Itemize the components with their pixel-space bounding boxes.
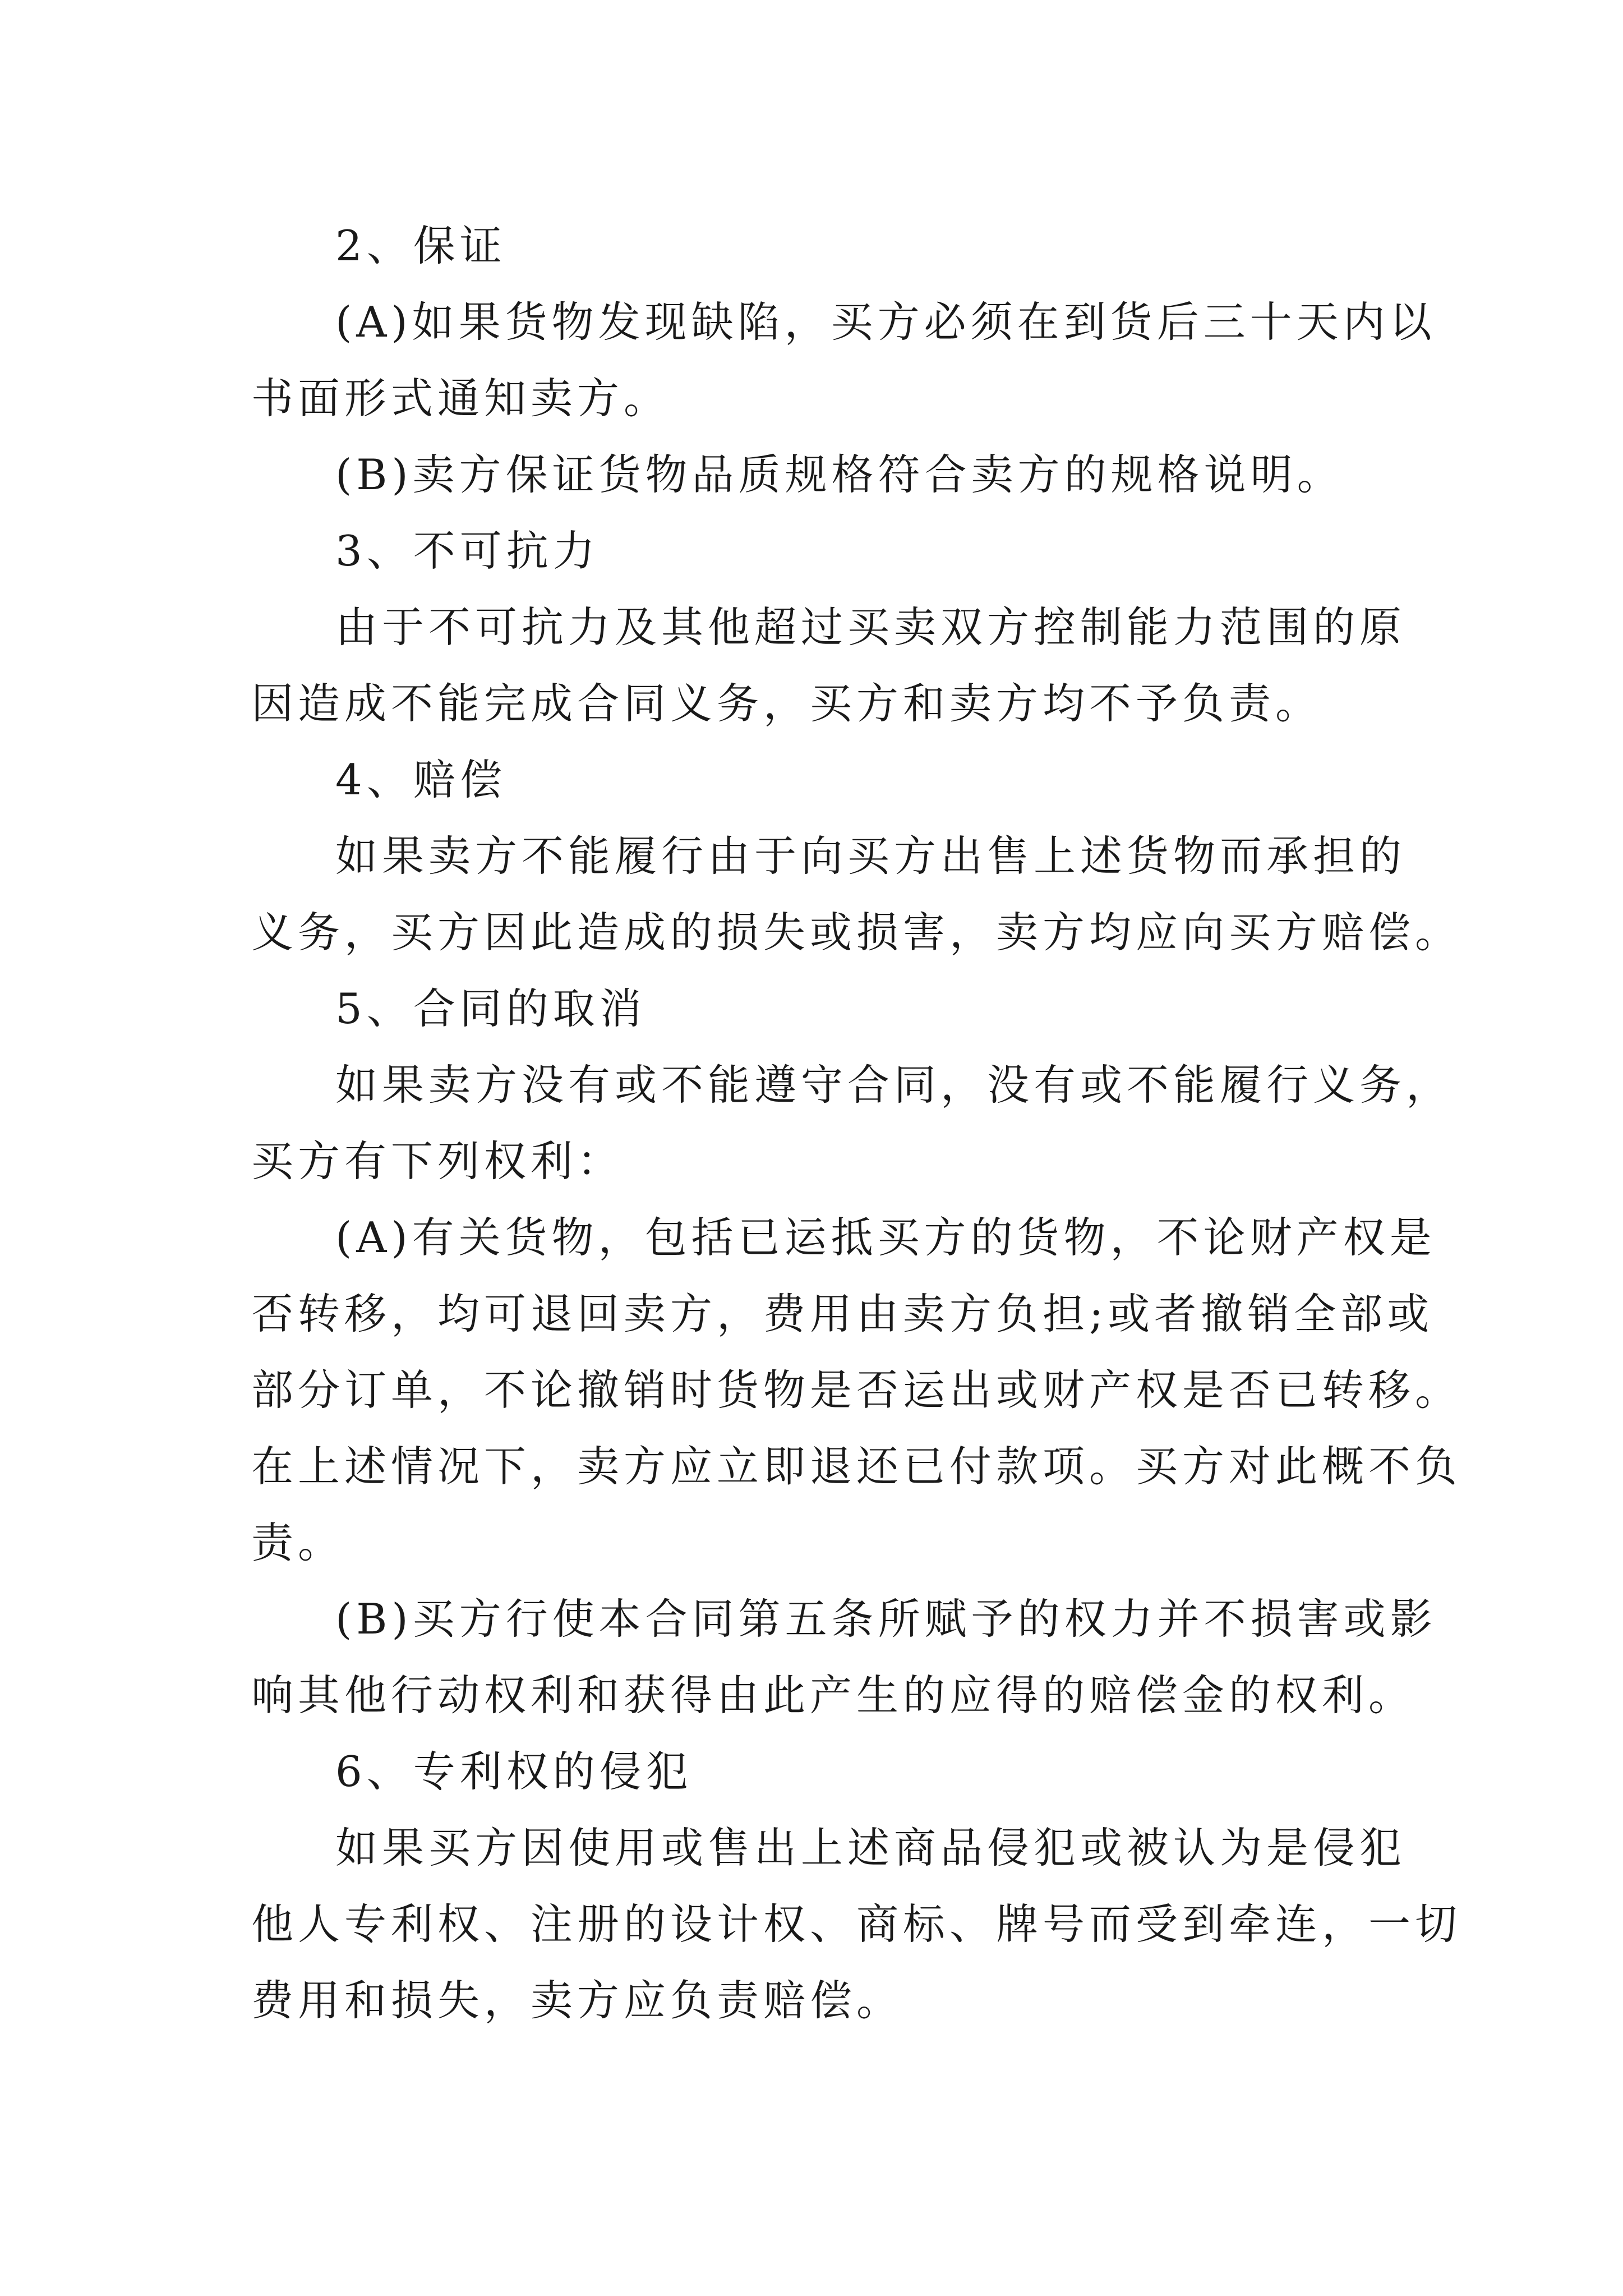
text-line: 2、保证: [335, 221, 506, 270]
text-line: 响其他行动权利和获得由此产生的应得的赔偿金的权利。: [251, 1671, 1415, 1720]
text-line: 责。: [251, 1518, 345, 1567]
text-line: 4、赔偿: [335, 755, 506, 804]
text-line: 如果买方因使用或售出上述商品侵犯或被认为是侵犯: [335, 1823, 1407, 1872]
text-line: 书面形式通知卖方。: [251, 374, 671, 423]
text-line: 5、合同的取消: [335, 984, 646, 1033]
text-line: 3、不可抗力: [335, 526, 600, 576]
document-body: [251, 208, 1462, 2039]
text-line: 部分订单，不论撤销时货物是否运出或财产权是否已转移。: [251, 1365, 1462, 1415]
text-line: 在上述情况下，卖方应立即退还已付款项。买方对此概不负: [251, 1442, 1462, 1491]
text-line: (B)买方行使本合同第五条所赋予的权力并不损害或影: [335, 1594, 1437, 1644]
text-line: 因造成不能完成合同义务，买方和卖方均不予负责。: [251, 679, 1322, 728]
text-line: 否转移，均可退回卖方，费用由卖方负担;或者撤销全部或: [251, 1289, 1434, 1338]
text-line: 如果卖方没有或不能遵守合同，没有或不能履行义务，: [335, 1060, 1453, 1110]
text-line: 他人专利权、注册的设计权、商标、牌号而受到牵连，一切: [251, 1899, 1462, 1949]
text-line: 由于不可抗力及其他超过买卖双方控制能力范围的原: [335, 602, 1407, 652]
text-line: 费用和损失，卖方应负责赔偿。: [251, 1976, 903, 2025]
text-line: (B)卖方保证货物品质规格符合卖方的规格说明。: [335, 450, 1344, 499]
text-line: (A)如果货物发现缺陷，买方必须在到货后三十天内以: [335, 297, 1436, 347]
text-line: (A)有关货物，包括已运抵买方的货物，不论财产权是: [335, 1213, 1436, 1262]
text-line: 如果卖方不能履行由于向买方出售上述货物而承担的: [335, 831, 1407, 881]
text-line: 义务，买方因此造成的损失或损害，卖方均应向买方赔偿。: [251, 908, 1462, 957]
text-line: 6、专利权的侵犯: [335, 1747, 693, 1796]
text-line: 买方有下列权利：: [251, 1137, 624, 1186]
